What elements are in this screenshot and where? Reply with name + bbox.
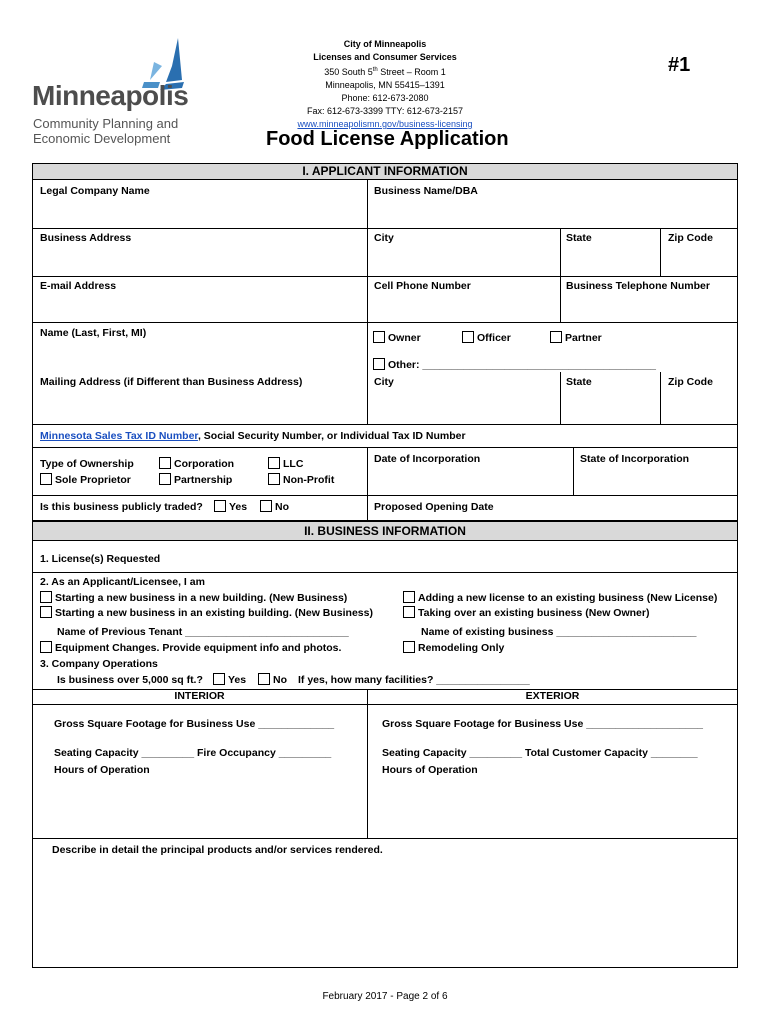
existing-building-option[interactable]: Starting a new business in an existing building. (New Business) — [40, 606, 373, 619]
office-name: City of Minneapolis — [343, 39, 427, 49]
name-label: Name (Last, First, MI) — [40, 327, 147, 339]
taking-over-checkbox[interactable] — [403, 606, 415, 618]
cell-phone-label: Cell Phone Number — [374, 280, 471, 292]
llc-checkbox[interactable] — [268, 457, 280, 469]
exterior-heading: EXTERIOR — [525, 690, 580, 702]
state-of-incorporation-label: State of Incorporation — [580, 453, 690, 465]
mailing-address-label: Mailing Address (if Different than Business Address) — [40, 376, 303, 388]
city-logo — [32, 36, 192, 146]
llc-option[interactable]: LLC — [268, 457, 303, 470]
section-1-frame — [32, 179, 738, 521]
office-department: Licenses and Consumer Services — [313, 52, 457, 62]
new-building-checkbox[interactable] — [40, 591, 52, 603]
existing-building-checkbox[interactable] — [40, 606, 52, 618]
logo-line-2: Economic Development — [33, 131, 171, 146]
over-5000-yes[interactable]: Yes — [213, 673, 246, 686]
type-of-ownership-label: Type of Ownership — [40, 458, 134, 470]
office-address: 350 South 5th Street – Room 1 — [324, 67, 446, 77]
business-phone-label: Business Telephone Number — [566, 280, 710, 292]
equipment-changes-checkbox[interactable] — [40, 641, 52, 653]
page-footer: February 2017 - Page 2 of 6 — [322, 991, 448, 1002]
company-operations-label: 3. Company Operations — [40, 658, 158, 670]
new-building-option[interactable]: Starting a new business in a new building. (New Business) — [40, 591, 347, 604]
proposed-opening-date-label: Proposed Opening Date — [374, 501, 494, 513]
describe-products-label: Describe in detail the principal products and/or services rendered. — [52, 844, 383, 856]
business-address-label: Business Address — [40, 232, 132, 244]
logo-line-1: Community Planning and — [33, 116, 179, 131]
remodeling-checkbox[interactable] — [403, 641, 415, 653]
mailing-state-label: State — [566, 376, 592, 388]
date-of-incorporation-label: Date of Incorporation — [374, 453, 481, 465]
website-link[interactable]: www.minneapolismn.gov/business-licensing — [297, 119, 473, 129]
publicly-traded-no[interactable]: No — [260, 500, 289, 513]
mailing-zip-label: Zip Code — [668, 376, 713, 388]
office-city: Minneapolis, MN 55415–1391 — [325, 80, 445, 90]
logo-city-name: Minneapolis — [32, 80, 189, 111]
equipment-changes-option[interactable]: Equipment Changes. Provide equipment info and photos. — [40, 641, 341, 654]
other-option[interactable]: Other: ________________________________________ — [373, 358, 656, 371]
officer-checkbox[interactable] — [462, 331, 474, 343]
exterior-square-footage-field[interactable]: Gross Square Footage for Business Use ____________________ — [382, 718, 704, 730]
as-applicant-label: 2. As an Applicant/Licensee, I am — [40, 576, 205, 588]
publicly-traded-yes[interactable]: Yes — [214, 500, 247, 513]
tax-id-label: Minnesota Sales Tax ID Number, Social Security Number, or Individual Tax ID Number — [40, 430, 466, 442]
taking-over-option[interactable]: Taking over an existing business (New Owner) — [403, 606, 649, 619]
zip-code-label: Zip Code — [668, 232, 713, 244]
over-5000-label: Is business over 5,000 sq ft.? — [57, 674, 203, 686]
sole-proprietor-option[interactable]: Sole Proprietor — [40, 473, 131, 486]
publicly-traded-yes-checkbox[interactable] — [214, 500, 226, 512]
sole-proprietor-checkbox[interactable] — [40, 473, 52, 485]
adding-license-option[interactable]: Adding a new license to an existing business (New License) — [403, 591, 717, 604]
publicly-traded-no-checkbox[interactable] — [260, 500, 272, 512]
office-info — [270, 38, 500, 131]
corporation-option[interactable]: Corporation — [159, 457, 234, 470]
partner-option[interactable]: Partner — [550, 331, 602, 344]
sales-tax-id-link[interactable]: Minnesota Sales Tax ID Number — [40, 430, 198, 442]
interior-hours-label: Hours of Operation — [54, 764, 150, 776]
section-1-heading: I. APPLICANT INFORMATION — [32, 163, 738, 180]
over-5000-no[interactable]: No — [258, 673, 287, 686]
city-label: City — [374, 232, 394, 244]
partner-checkbox[interactable] — [550, 331, 562, 343]
how-many-facilities-field[interactable]: If yes, how many facilities? ________________ — [298, 674, 530, 686]
state-label: State — [566, 232, 592, 244]
interior-heading: INTERIOR — [174, 690, 225, 702]
non-profit-option[interactable]: Non-Profit — [268, 473, 334, 486]
non-profit-checkbox[interactable] — [268, 473, 280, 485]
email-label: E-mail Address — [40, 280, 117, 292]
exterior-seating-field[interactable]: Seating Capacity _________ Total Customer Capacity ________ — [382, 747, 698, 759]
over-5000-no-checkbox[interactable] — [258, 673, 270, 685]
remodeling-option[interactable]: Remodeling Only — [403, 641, 504, 654]
section-2-heading: II. BUSINESS INFORMATION — [32, 521, 738, 541]
over-5000-yes-checkbox[interactable] — [213, 673, 225, 685]
form-number: #1 — [668, 54, 691, 76]
other-checkbox[interactable] — [373, 358, 385, 370]
page-title: Food License Application — [266, 128, 509, 150]
legal-company-name-label: Legal Company Name — [40, 185, 150, 197]
previous-tenant-field[interactable]: Name of Previous Tenant ____________________________ — [57, 626, 349, 638]
interior-square-footage-field[interactable]: Gross Square Footage for Business Use _____________ — [54, 718, 335, 730]
business-name-dba-label: Business Name/DBA — [374, 185, 478, 197]
partnership-checkbox[interactable] — [159, 473, 171, 485]
partnership-option[interactable]: Partnership — [159, 473, 232, 486]
office-phone: Phone: 612-673-2080 — [341, 93, 429, 103]
licenses-requested-label: 1. License(s) Requested — [40, 553, 161, 565]
corporation-checkbox[interactable] — [159, 457, 171, 469]
officer-option[interactable]: Officer — [462, 331, 511, 344]
adding-license-checkbox[interactable] — [403, 591, 415, 603]
owner-option[interactable]: Owner — [373, 331, 421, 344]
existing-business-name-field[interactable]: Name of existing business ________________________ — [421, 626, 697, 638]
publicly-traded-label: Is this business publicly traded? — [40, 501, 203, 513]
mailing-city-label: City — [374, 376, 394, 388]
office-fax: Fax: 612-673-3399 TTY: 612-673-2157 — [307, 106, 463, 116]
exterior-hours-label: Hours of Operation — [382, 764, 478, 776]
owner-checkbox[interactable] — [373, 331, 385, 343]
interior-seating-field[interactable]: Seating Capacity _________ Fire Occupancy _________ — [54, 747, 332, 759]
